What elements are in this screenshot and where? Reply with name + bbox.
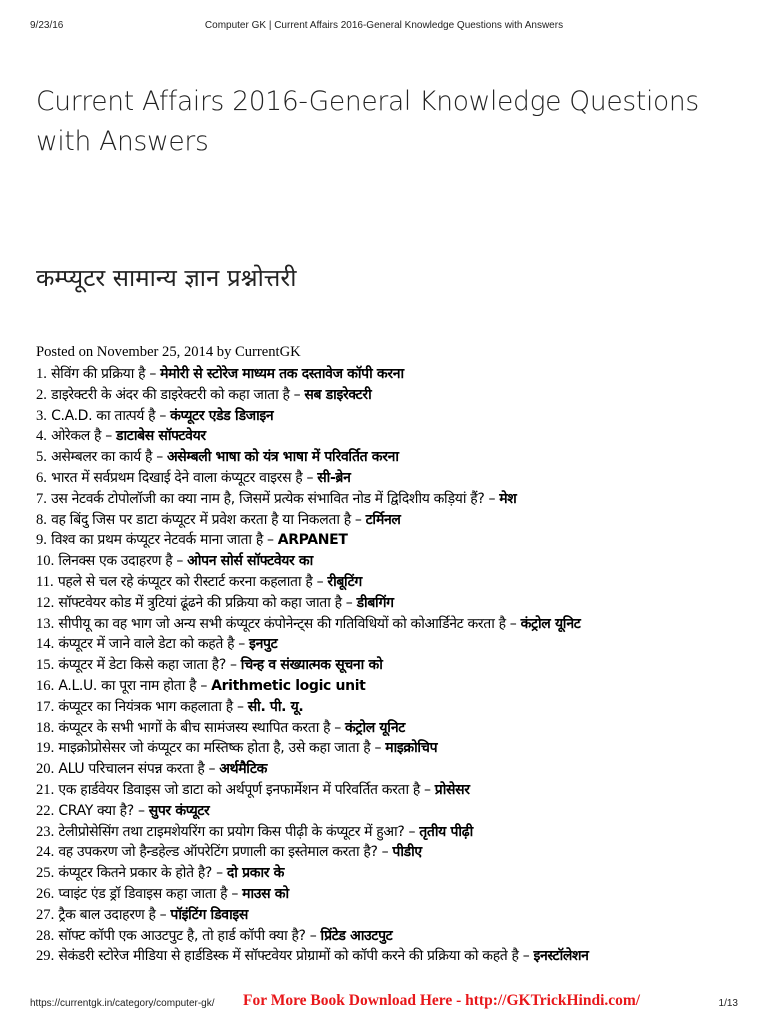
question-text: ALU परिचालन संपन्न करता है –	[58, 761, 220, 778]
question-item	[36, 468, 746, 489]
answer-text: मेश	[499, 490, 517, 507]
question-text: कंप्यूटर में डेटा किसे कहा जाता है? –	[58, 657, 241, 674]
question-text: लिनक्स एक उदाहरण है –	[58, 553, 188, 570]
question-list	[36, 364, 746, 967]
question-text: एक हार्डवेयर डिवाइस जो डाटा को अर्थपूर्ण इनफार्मेशन में परिवर्तित करता है –	[58, 781, 435, 798]
print-header	[30, 20, 738, 34]
question-text: टेलीप्रोसेसिंग तथा टाइमशेयरिंग का प्रयोग किस पीढ़ी के कंप्यूटर में हुआ? –	[58, 823, 420, 840]
question-text: माइक्रोप्रोसेसर जो कंप्यूटर का मस्तिष्क होता है, उसे कहा जाता है –	[58, 740, 386, 757]
print-footer	[30, 992, 738, 1012]
answer-text: मेमोरी से स्टोरेज माध्यम तक दस्तावेज कॉपी करना	[160, 366, 404, 382]
question-text: सेविंग की प्रक्रिया है –	[51, 366, 161, 382]
question-item	[36, 572, 746, 593]
question-number: 18.	[36, 719, 55, 736]
question-item	[36, 406, 746, 427]
question-text: कंप्यूटर कितने प्रकार के होते है? –	[58, 865, 227, 882]
answer-text: डाटाबेस सॉफ्टवेयर	[116, 428, 206, 445]
answer-text: पॉइंटिंग डिवाइस	[170, 906, 248, 923]
question-number: 12.	[36, 594, 55, 611]
question-number: 29.	[36, 948, 55, 965]
question-text: भारत में सर्वप्रथम दिखाई देने वाला कंप्यूटर वाइरस है –	[51, 469, 318, 486]
question-number: 28.	[36, 927, 55, 944]
question-number: 5.	[36, 449, 47, 466]
question-number: 19.	[36, 740, 55, 757]
question-text: उस नेटवर्क टोपोलॉजी का क्या नाम है, जिसमें प्रत्येक संभावित नोड में द्विदिशीय कड़ियां हैं? –	[51, 490, 500, 507]
question-text: सॉफ्टवेयर कोड में त्रुटियां ढूंढने की प्रक्रिया को कहा जाता है –	[58, 594, 357, 611]
question-item	[36, 614, 746, 635]
question-item	[36, 385, 746, 406]
answer-text: प्रिंटेड आउटपुट	[320, 927, 393, 944]
question-text: A.L.U. का पूरा नाम होता है –	[58, 677, 212, 694]
question-item	[36, 655, 746, 676]
answer-text: अर्थमैटिक	[219, 761, 267, 778]
question-number: 21.	[36, 781, 55, 798]
question-text: CRAY क्या है? –	[58, 802, 149, 819]
question-item	[36, 905, 746, 926]
question-item	[36, 884, 746, 905]
question-number: 3.	[36, 407, 47, 424]
print-page-title: Computer GK | Current Affairs 2016-General Knowledge Questions with Answers	[204, 20, 564, 31]
question-text: सेकंडरी स्टोरेज मीडिया से हार्डडिस्क में सॉफ्टवेयर प्रोग्रामों को कॉपी करने की प्रक्रिया को कहते है –	[58, 948, 534, 965]
question-number: 17.	[36, 698, 55, 715]
question-number: 9.	[36, 532, 47, 549]
question-number: 15.	[36, 657, 55, 674]
question-text: सीपीयू का वह भाग जो अन्य सभी कंप्यूटर कंपोनेन्ट्स की गतिविधियों को कोआर्डिनेट करता है –	[58, 615, 521, 632]
question-text: डाइरेक्टरी के अंदर की डाइरेक्टरी को कहा जाता है –	[51, 386, 305, 403]
question-item	[36, 510, 746, 531]
answer-text: रीबूटिंग	[327, 573, 362, 590]
question-text: कंप्यूटर में जाने वाले डेटा को कहते है –	[58, 636, 250, 653]
question-item	[36, 530, 746, 551]
question-number: 13.	[36, 615, 55, 632]
question-text: C.A.D. का तात्पर्य है –	[51, 407, 171, 424]
question-item	[36, 593, 746, 614]
answer-text: कंप्यूटर एडेड डिजाइन	[170, 407, 274, 424]
answer-text: माइक्रोचिप	[385, 740, 438, 757]
answer-text: माउस को	[242, 885, 289, 902]
section-heading: कम्प्यूटर सामान्य ज्ञान प्रश्नोत्तरी	[36, 264, 297, 292]
question-item	[36, 822, 746, 843]
answer-text: टर्मिनल	[365, 511, 401, 528]
question-number: 27.	[36, 906, 55, 923]
question-item	[36, 426, 746, 447]
question-text: कंप्यूटर का नियंत्रक भाग कहलाता है –	[58, 698, 248, 715]
question-item	[36, 842, 746, 863]
question-item	[36, 676, 746, 697]
question-number: 23.	[36, 823, 55, 840]
question-text: विश्व का प्रथम कंप्यूटर नेटवर्क माना जाता है –	[51, 532, 278, 549]
answer-text: दो प्रकार के	[226, 865, 285, 882]
question-number: 7.	[36, 490, 47, 507]
question-number: 25.	[36, 865, 55, 882]
answer-text: ओपन सोर्स सॉफ्टवेयर का	[187, 553, 313, 570]
question-number: 10.	[36, 553, 55, 570]
question-text: ट्रैक बाल उदाहरण है –	[58, 906, 171, 923]
question-text: कंप्यूटर के सभी भागों के बीच सामंजस्य स्थापित करता है –	[58, 719, 346, 736]
question-number: 16.	[36, 677, 55, 694]
answer-text: डीबगिंग	[356, 594, 394, 611]
promo-link[interactable]: For More Book Download Here - http://GKTrickHindi.com/	[243, 992, 641, 1009]
page-title: Current Affairs 2016-General Knowledge Questions with Answers	[36, 86, 699, 157]
question-number: 24.	[36, 844, 55, 861]
question-number: 1.	[36, 366, 47, 382]
question-item	[36, 926, 746, 947]
question-number: 20.	[36, 761, 55, 778]
question-number: 26.	[36, 885, 55, 902]
question-item	[36, 863, 746, 884]
answer-text: सब डाइरेक्टरी	[304, 386, 372, 403]
answer-text: कंट्रोल यूनिट	[345, 719, 405, 736]
page-counter: 1/13	[718, 998, 738, 1009]
answer-text: Arithmetic logic unit	[211, 677, 366, 694]
answer-text: प्रोसेसर	[434, 781, 470, 798]
question-item	[36, 946, 746, 967]
question-item	[36, 738, 746, 759]
answer-text: तृतीय पीढ़ी	[419, 823, 473, 840]
question-text: ओरेकल है –	[51, 428, 116, 445]
question-item	[36, 551, 746, 572]
question-item	[36, 489, 746, 510]
answer-text: ARPANET	[277, 532, 348, 549]
question-number: 6.	[36, 469, 47, 486]
question-item	[36, 759, 746, 780]
answer-text: चिन्ह व संख्यात्मक सूचना को	[240, 657, 383, 674]
page-url: https://currentgk.in/category/computer-gk/	[30, 998, 215, 1009]
question-text: असेम्बलर का कार्य है –	[51, 449, 167, 466]
question-text: वह बिंदु जिस पर डाटा कंप्यूटर में प्रवेश करता है या निकलता है –	[51, 511, 366, 528]
question-item	[36, 780, 746, 801]
question-item	[36, 634, 746, 655]
answer-text: सुपर कंप्यूटर	[148, 802, 210, 819]
print-date: 9/23/16	[30, 20, 64, 31]
question-number: 11.	[36, 573, 54, 590]
answer-text: कंट्रोल यूनिट	[520, 615, 581, 632]
question-item	[36, 364, 746, 385]
question-number: 2.	[36, 386, 47, 403]
answer-text: पीडीए	[392, 844, 422, 861]
question-item	[36, 718, 746, 739]
question-text: प्वाइंट एंड ड्रॉ डिवाइस कहा जाता है –	[58, 885, 243, 902]
answer-text: असेम्बली भाषा को यंत्र भाषा में परिवर्तित करना	[166, 449, 399, 466]
question-number: 4.	[36, 428, 47, 445]
answer-text: सी. पी. यू.	[247, 698, 304, 715]
answer-text: इनस्टॉलेशन	[533, 948, 589, 965]
question-text: वह उपकरण जो हैन्डहेल्ड ऑपरेटिंग प्रणाली का इस्तेमाल करता है? –	[58, 844, 393, 861]
question-text: पहले से चल रहे कंप्यूटर को रीस्टार्ट करना कहलाता है –	[57, 573, 328, 590]
question-number: 8.	[36, 511, 47, 528]
answer-text: इनपुट	[249, 636, 278, 653]
question-number: 14.	[36, 636, 55, 653]
answer-text: सी-ब्रेन	[317, 469, 351, 486]
question-item	[36, 697, 746, 718]
question-item	[36, 447, 746, 468]
question-number: 22.	[36, 802, 55, 819]
question-text: सॉफ्ट कॉपी एक आउटपुट है, तो हार्ड कॉपी क्या है? –	[58, 927, 321, 944]
post-meta: Posted on November 25, 2014 by CurrentGK	[36, 344, 301, 360]
question-item	[36, 801, 746, 822]
